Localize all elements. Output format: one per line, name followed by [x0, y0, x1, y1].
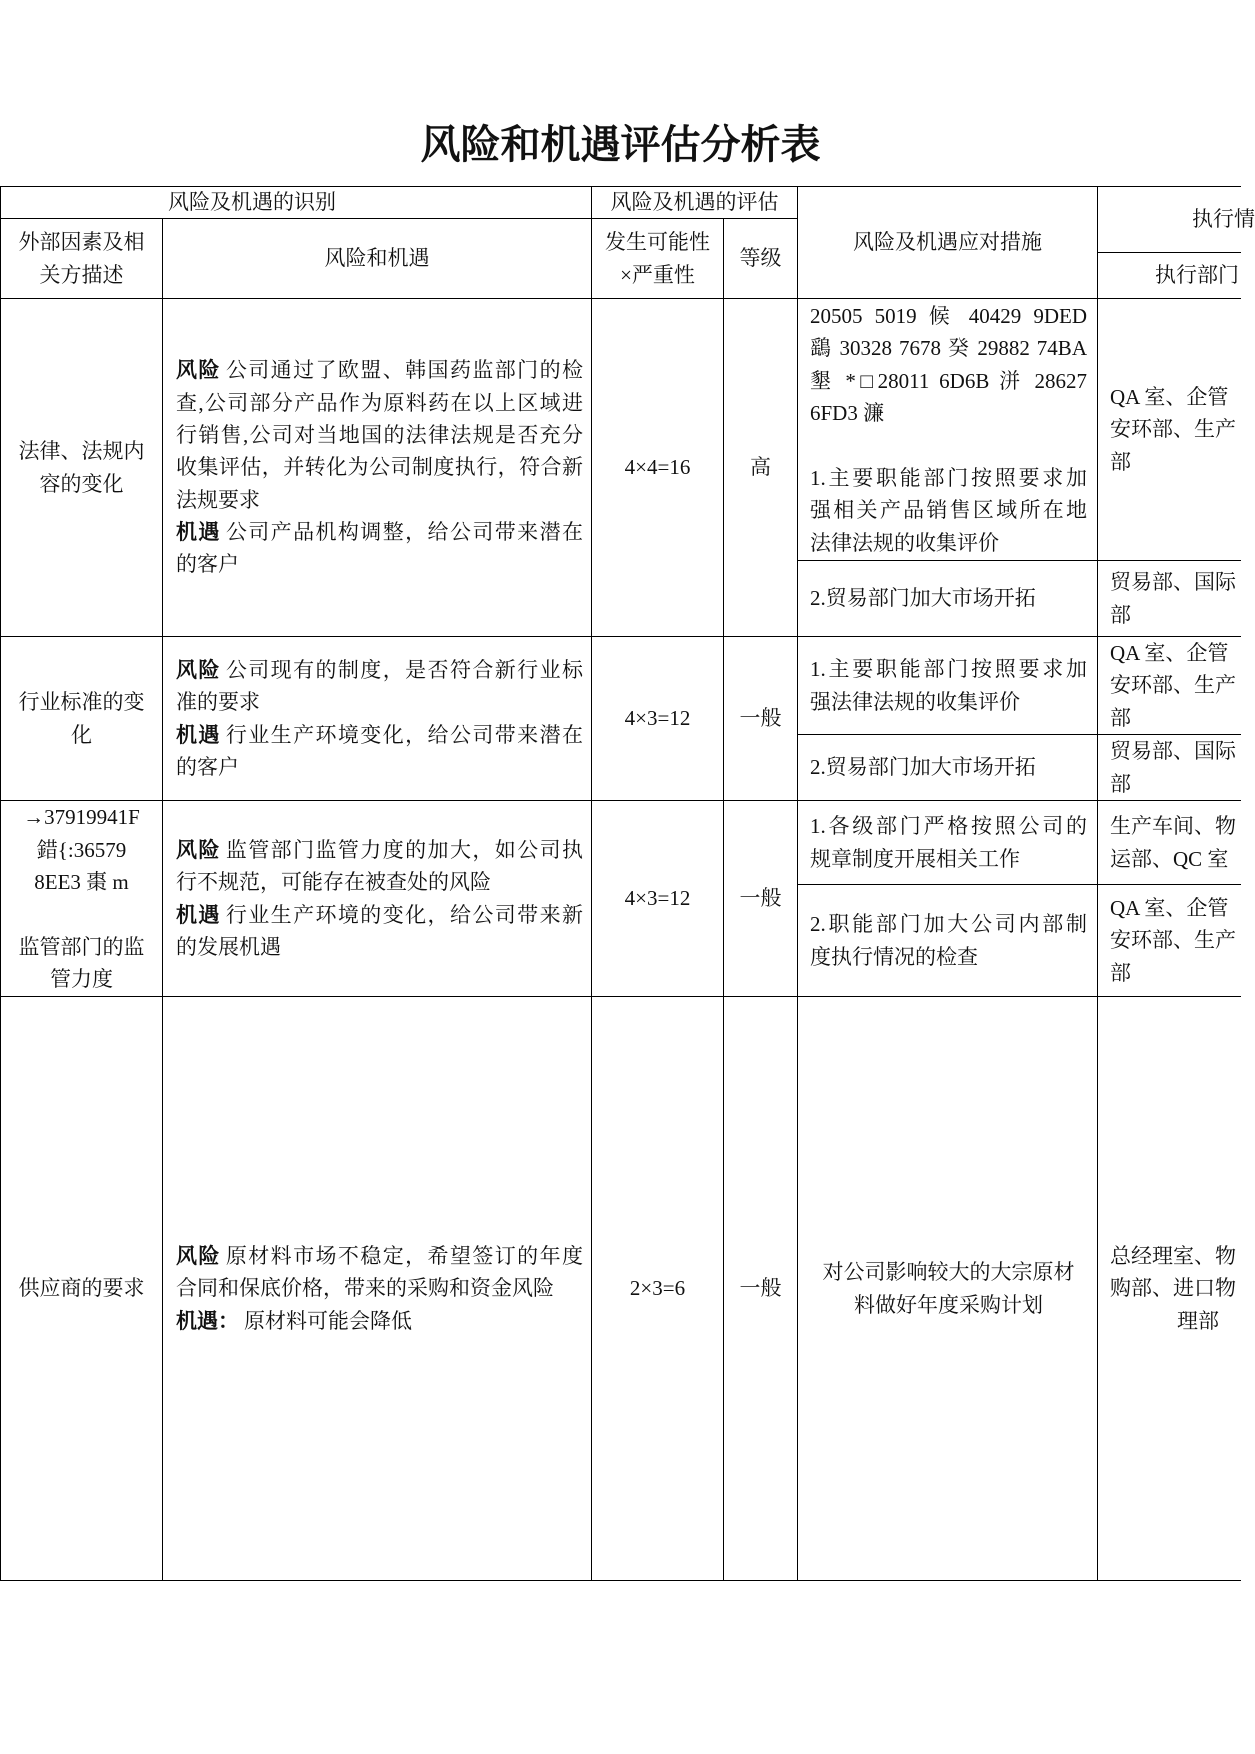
paragraph — [7, 801, 156, 898]
text-line: 錯{:36579 — [36, 837, 127, 862]
row-2-department-2 — [1097, 734, 1241, 800]
text-line: 行销售,公司对当地国的法律法规是否充分 — [176, 422, 583, 447]
header-level-label: 等级 — [739, 246, 782, 271]
header-measures-label: 风险及机遇应对措施 — [853, 230, 1042, 255]
text-line: ×严重性 — [620, 262, 695, 287]
text-line: 关方描述 — [39, 262, 124, 287]
text-line: 生产车间、物 — [1110, 814, 1236, 839]
text-line: 2.贸易部门加大市场开拓 — [810, 586, 1036, 611]
text-line: 购部、进口物 — [1110, 1276, 1236, 1301]
text-line: 总经理室、物 — [1110, 1243, 1236, 1268]
text-line: 料做好年度采购计划 — [854, 1292, 1043, 1317]
text-line: 部 — [1110, 449, 1131, 474]
text-line: 1.主要职能部门按照要求加 — [810, 465, 1087, 490]
text-line: 1.主要职能部门按照要求加 — [810, 657, 1087, 682]
header-execution — [1097, 186, 1255, 252]
text-line: 贸易部、国际 — [1110, 739, 1236, 764]
row-4-risk-opportunity — [162, 996, 591, 1581]
page-title: 风险和机遇评估分析表 — [420, 122, 821, 167]
line-text: 行业生产环境变化，给公司带来潜在 — [225, 722, 584, 747]
level-value: 一般 — [739, 1276, 782, 1301]
line-text: 行业生产环境的变化，给公司带来新 — [225, 902, 584, 927]
header-level — [723, 218, 797, 298]
paragraph — [810, 582, 1087, 614]
paragraph — [176, 654, 583, 719]
level-value: 高 — [750, 455, 771, 480]
paragraph — [176, 719, 583, 784]
paragraph — [176, 354, 583, 516]
row-2-risk-opportunity — [162, 636, 591, 800]
paragraph-label: 机遇 — [176, 722, 221, 747]
row-2-department-1 — [1097, 636, 1241, 734]
score-value: 4×3=12 — [624, 706, 691, 731]
text-line: 化 — [71, 722, 92, 747]
paragraph-label: 风险 — [176, 358, 221, 383]
paragraph — [176, 834, 583, 899]
row-1-score — [591, 298, 723, 636]
header-identification — [0, 186, 591, 218]
level-value: 一般 — [739, 706, 782, 731]
text-line: 强相关产品销售区域所在地 — [810, 498, 1087, 523]
text-line: 8EE3 棗 m — [34, 870, 129, 895]
line-text: 原材料市场不稳定，希望签订的年度 — [225, 1243, 584, 1268]
text-line: 强法律法规的收集评价 — [810, 689, 1020, 714]
text-line: 的客户 — [176, 552, 239, 577]
text-line: 部 — [1110, 602, 1131, 627]
row-3-level — [723, 800, 797, 996]
row-3-department-1 — [1097, 800, 1241, 884]
text-line: 法律、法规内 — [18, 439, 145, 464]
row-4-factor — [0, 996, 162, 1581]
text-line — [176, 354, 583, 386]
text-line: 理部 — [1177, 1308, 1219, 1333]
paragraph-label: 机遇 — [176, 902, 221, 927]
text-line: 收集评估，并转化为公司制度执行，符合新 — [176, 455, 583, 480]
paragraph — [810, 462, 1087, 559]
paragraph — [7, 1272, 156, 1304]
paragraph — [810, 810, 1087, 875]
line-text: 公司现有的制度，是否符合新行业标 — [225, 657, 584, 682]
text-line: 容的变化 — [39, 471, 124, 496]
row-2-measure-2 — [797, 734, 1097, 800]
text-line: 行业标准的变 — [18, 690, 145, 715]
text-line: 的发展机遇 — [176, 934, 281, 959]
text-line: 的客户 — [176, 754, 239, 779]
text-line: 法规要求 — [176, 487, 260, 512]
line-text: 原材料可能会降低 — [244, 1308, 412, 1333]
paragraph-label: 机遇 — [176, 520, 221, 545]
paragraph-label: 机遇： — [176, 1308, 239, 1333]
text-line: 管力度 — [50, 967, 113, 992]
paragraph — [7, 931, 156, 996]
row-1-factor — [0, 298, 162, 636]
text-line: 发生可能性 — [605, 230, 710, 255]
row-1-measure-2 — [797, 560, 1097, 636]
text-line — [176, 654, 583, 686]
text-line — [176, 834, 583, 866]
text-line: 监管部门的监 — [18, 934, 145, 959]
text-line: 行不规范，可能存在被查处的风险 — [176, 870, 491, 895]
text-line: 安环部、生产 — [1110, 928, 1236, 953]
paragraph-label: 风险 — [176, 657, 221, 682]
paragraph-label: 风险 — [176, 837, 221, 862]
paragraph — [810, 1256, 1087, 1321]
header-factor — [0, 218, 162, 298]
text-line: 合同和保底价格，带来的采购和资金风险 — [176, 1276, 554, 1301]
header-evaluation-label: 风险及机遇的评估 — [610, 190, 779, 215]
header-measures — [797, 186, 1097, 298]
text-line — [176, 1240, 583, 1272]
header-likelihood-severity — [591, 218, 723, 298]
text-line: →37919941F — [23, 805, 140, 830]
header-execution-label: 执行情 — [1192, 207, 1255, 232]
text-line: 准的要求 — [176, 690, 260, 715]
paragraph — [176, 899, 583, 964]
row-3-factor — [0, 800, 162, 996]
text-line: 2.职能部门加大公司内部制 — [810, 912, 1087, 937]
paragraph — [810, 653, 1087, 718]
paragraph — [810, 751, 1087, 783]
text-line: 20505 5019 候 40429 9DED — [810, 303, 1087, 328]
paragraph — [176, 1240, 583, 1305]
text-line: 1.各级部门严格按照公司的 — [810, 814, 1087, 839]
row-4-measure-1 — [797, 996, 1097, 1581]
paragraph — [176, 516, 583, 581]
line-text: 公司产品机构调整，给公司带来潜在 — [225, 520, 584, 545]
text-line: 运部、QC 室 — [1110, 846, 1229, 871]
row-3-measure-2 — [797, 884, 1097, 996]
row-1-department-1 — [1097, 298, 1241, 560]
paragraph — [176, 1305, 583, 1337]
row-3-department-2 — [1097, 884, 1241, 996]
row-2-level — [723, 636, 797, 800]
text-line: 度执行情况的检查 — [810, 944, 978, 969]
row-4-department-1 — [1097, 996, 1241, 1581]
header-identification-label: 风险及机遇的识别 — [168, 190, 336, 215]
text-line — [176, 899, 583, 931]
text-line — [176, 1305, 583, 1337]
text-line — [176, 719, 583, 751]
line-text: 监管部门监管力度的加大，如公司执 — [225, 837, 584, 862]
row-4-level — [723, 996, 797, 1581]
paragraph — [7, 435, 156, 500]
text-line: 6FD3 濂 — [810, 401, 885, 426]
level-value: 一般 — [739, 886, 782, 911]
row-4-score — [591, 996, 723, 1581]
header-risk-opportunity-label: 风险和机遇 — [324, 246, 430, 271]
text-line: 部 — [1110, 960, 1131, 985]
row-2-score — [591, 636, 723, 800]
text-line: 法律法规的收集评价 — [810, 530, 999, 555]
header-risk-opportunity — [162, 218, 591, 298]
text-line: 安环部、生产 — [1110, 673, 1236, 698]
text-line: 对公司影响较大的大宗原材 — [822, 1260, 1075, 1285]
text-line: QA 室、企管 — [1110, 895, 1229, 920]
score-value: 4×3=12 — [624, 886, 691, 911]
text-line — [176, 516, 583, 548]
row-1-measure-1 — [797, 298, 1097, 560]
row-1-department-2 — [1097, 560, 1241, 636]
text-line: 规章制度开展相关工作 — [810, 846, 1020, 871]
text-line: 查,公司部分产品作为原料药在以上区域进 — [176, 390, 583, 415]
text-line: 部 — [1110, 771, 1131, 796]
line-text: 公司通过了欧盟、韩国药监部门的检 — [225, 358, 584, 383]
text-line: 部 — [1110, 705, 1131, 730]
text-line: 安环部、生产 — [1110, 417, 1236, 442]
paragraph — [7, 686, 156, 751]
score-value: 2×3=6 — [629, 1276, 686, 1301]
paragraph — [810, 908, 1087, 973]
text-line: 供应商的要求 — [18, 1276, 145, 1301]
row-2-measure-1 — [797, 636, 1097, 734]
row-3-risk-opportunity — [162, 800, 591, 996]
text-line: QA 室、企管 — [1110, 640, 1229, 665]
text-line: 外部因素及相 — [18, 230, 145, 255]
text-line: QA 室、企管 — [1110, 384, 1229, 409]
row-3-measure-1 — [797, 800, 1097, 884]
header-department-label: 执行部门 — [1155, 263, 1239, 288]
row-3-score — [591, 800, 723, 996]
text-line: 贸易部、国际 — [1110, 570, 1236, 595]
header-evaluation — [591, 186, 797, 218]
header-department — [1097, 252, 1241, 298]
paragraph-label: 风险 — [176, 1243, 221, 1268]
risk-opportunity-table — [0, 186, 1255, 1581]
row-1-level — [723, 298, 797, 636]
text-line: 2.贸易部门加大市场开拓 — [810, 755, 1036, 780]
row-2-factor — [0, 636, 162, 800]
row-1-risk-opportunity — [162, 298, 591, 636]
paragraph — [810, 300, 1087, 430]
text-line: 鷂 30328 7678 癸 29882 74BA — [810, 336, 1087, 361]
text-line: 墾 *□28011 6D6B 洴 28627 — [810, 368, 1087, 393]
score-value: 4×4=16 — [624, 455, 691, 480]
